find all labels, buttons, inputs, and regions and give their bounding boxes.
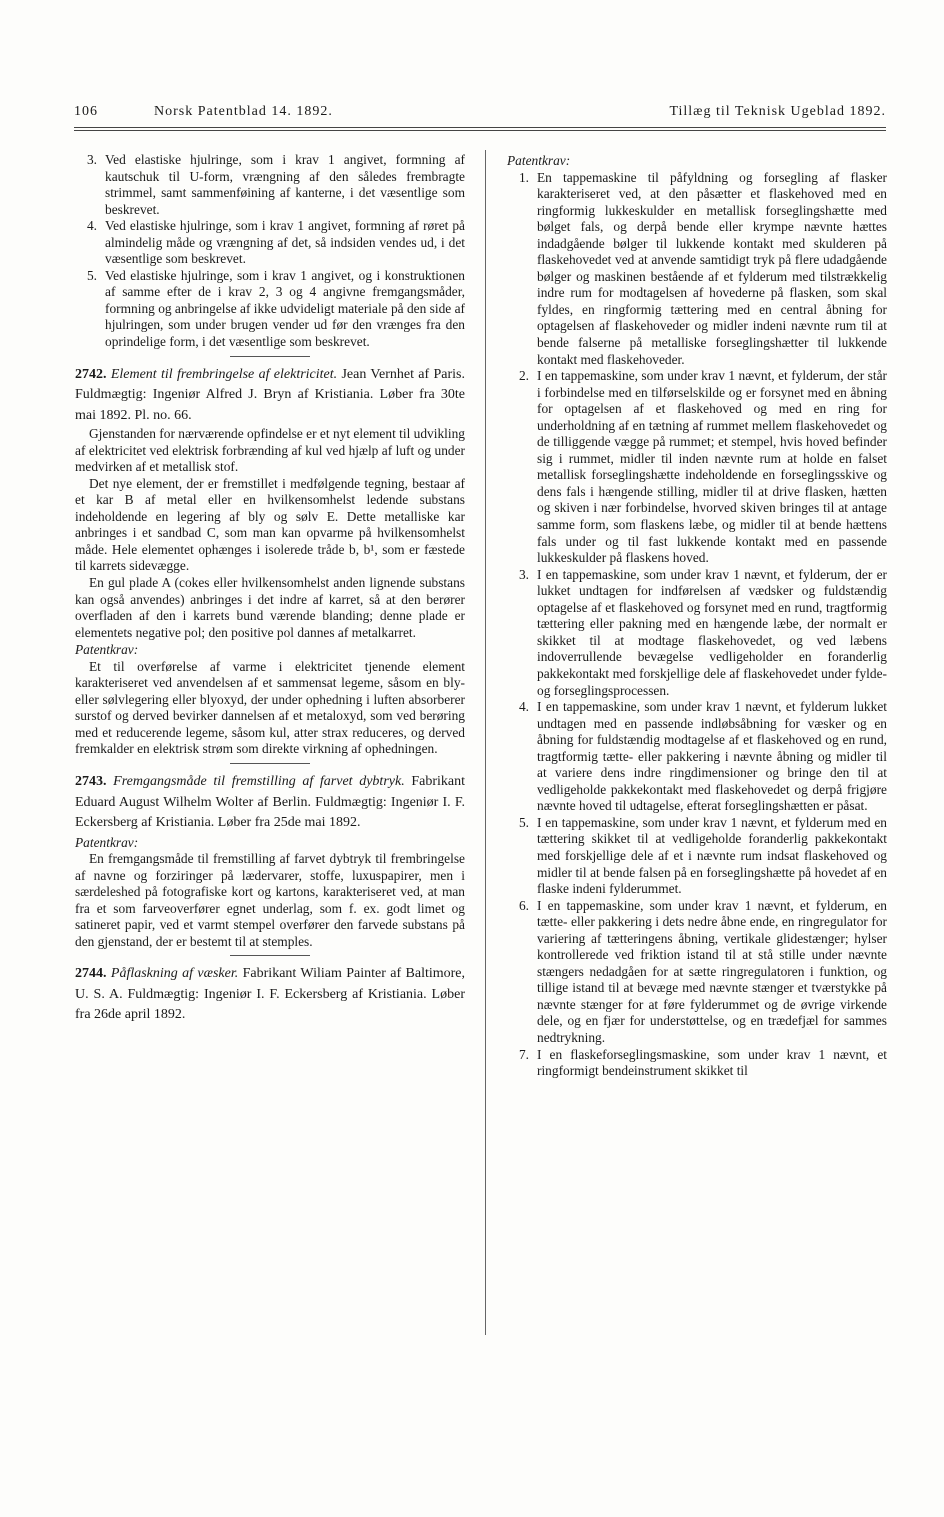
header-rule	[74, 127, 886, 128]
claim-text: Ved elastiske hjulringe, som i krav 1 angivet, formning af røret på almindelig måde og vrængning af det, så indsiden vendes ud, i det væsentlige som beskrevet.	[105, 218, 465, 267]
patent-entry-2742-heading	[75, 365, 465, 427]
patent-entry-2743-heading	[75, 772, 465, 834]
patent-number: 2742.	[75, 366, 107, 382]
claim-item	[75, 152, 465, 218]
claim-item	[507, 898, 887, 1047]
section-separator	[230, 763, 310, 764]
claim-item	[75, 268, 465, 351]
page-header	[74, 104, 886, 126]
patent-title: Fremgangsmåde til fremstilling af farvet dybtryk.	[113, 774, 405, 789]
body-paragraph: Gjenstanden for nærværende opfindelse er et nyt element til udvikling af elektricitet ved elektrisk forbrænding af kul ved hjælp af luft og under medvirken af et metallisk stof.	[75, 426, 465, 475]
right-column	[507, 152, 887, 1080]
claim-number: 3.	[518, 566, 529, 582]
claim-item	[75, 218, 465, 268]
patent-byline: Fabrikant Eduard August Wilhelm Wolter af Berlin. Fuldmægtig: Ingeniør I. F. Eckersberg af Kristiania. Løber fra 25de mai 1892.	[75, 774, 466, 830]
claim-item	[507, 567, 887, 699]
claim-text: I en tappemaskine, som under krav 1 nævnt, et fylderum med en tættering skikket til at vedligeholde foranderlig pakkekontakt med forskjellige dele af et i nævnte rum indsat flaskehoved og midler til at bende falsen på en forseglingshætte på hovedet af en flaske indeni fylderummet.	[537, 814, 887, 897]
claim-text: Ved elastiske hjulringe, som i krav 1 angivet, formning af kautschuk til U-form, vrængning af den således frembragte strimmel, samt sammenføining af kanterne, i det væsentlige som beskrevet.	[105, 152, 465, 217]
claim-number: 2.	[518, 368, 529, 384]
patent-entry-2744-heading	[75, 964, 465, 1026]
left-column	[75, 152, 465, 1026]
claim-number: 4.	[518, 699, 529, 715]
claim-number: 5.	[86, 267, 97, 283]
left-running-title: Norsk Patentblad 14. 1892.	[154, 104, 333, 119]
claim-item	[507, 170, 887, 369]
body-paragraph: En gul plade A (cokes eller hvilkensomhelst anden lignende substans kan også anvendes) anbringes i det indre af karret, så at den berører overfladen af den i karrets bund værende blanding; denne plade er elementets negative pol; den positive pol dannes af metalkarret.	[75, 574, 465, 640]
claim-text: I en tappemaskine, som under krav 1 nævnt, et fylderum, der står i forbindelse med en tilførselskilde og er forsynet med en åbning for optagelsen af et flaskehoved og med en ring for underholdning af en tætning af rummet mellem flaskehovedet og de tilliggende vægge på rummet; et stempel, hvis hoved befinder sig i rummet, midler til inden nævnte rum at holde en falset metallisk forseglingshætte indeholdende en forseglingsskive og dens fals i hængende stilling, midler til at drive flasken, hætten og skiven i nær forbindelse, hvorved skiven bringes til at antage samme form, som flaskens læbe, og midler til at bende hættens fals under og til fast lukkende kontakt med en passende lukkeskulder på flaskens hoved.	[537, 368, 887, 566]
body-paragraph: Det nye element, der er fremstillet i medfølgende tegning, bestaar af et kar B af metal eller en hvilkensomhelst ledende substans indeholdende en legering af bly og sølv E. Dette metalliske kar anbringes i et sandbad C, som man kan opvarme på hvilkensomhelst måde. Hele elementet ophænges i isolerede tråde b, b¹, som er fæstede til karrets sidevægge.	[75, 475, 465, 574]
claim-text: I en tappemaskine, som under krav 1 nævnt, et fylderum, der er lukket undtagen for indførelsen af vædsker og fuldstændig optagelse af et flaskehoved og forsynet med en rund, tragtformig tættering eller pakning med en hængende læbe, der normalt er skikket til at modtage flaskehovedet, og ved læbens indoverrullende bevægelse vedligeholder en foranderlig pakkekontakt med forskjellige dele af flaskehovedet under fylde- og forseglingsprocessen.	[537, 566, 887, 698]
patent-claim: En fremgangsmåde til fremstilling af farvet dybtryk til frembringelse af navne og forziringer på lædervarer, stoffe, luxuspapirer, men i særdeleshed på fotografiske kort og kartons, karakteriseret ved, at man fra et som farveoverfører egnet underlag, som f. ex. godt limet og satineret papir, ved et varmt stempel overfører den farvede substans på den gjenstand, der er bestemt til at stemples.	[75, 851, 465, 949]
patent-byline: Fabrikant Wiliam Painter af Baltimore, U. S. A. Fuldmægtig: Ingeniør I. F. Eckersberg af Kristiania. Løber fra 26de april 1892.	[75, 966, 466, 1023]
section-separator	[230, 356, 310, 357]
page-number: 106	[74, 104, 98, 119]
claim-item	[507, 368, 887, 567]
claim-number: 4.	[86, 218, 97, 234]
claim-item	[507, 1047, 887, 1080]
patent-title: Påflaskning af væsker.	[110, 966, 239, 982]
claim-number: 1.	[518, 169, 529, 185]
claim-number: 7.	[518, 1046, 529, 1062]
claim-item	[507, 815, 887, 898]
claim-text: I en tappemaskine, som under krav 1 nævnt, et fylderum lukket undtagen med en passende indløbsåbning for væsker og en åbning for fuldstændig modtagelse af et flaskehoved og en rund, tragtformig tætte- eller pakkering i nævnte åbning og midler til at variere dens indre ringdimensioner og bringe den til at vedligeholde pakkekontakt med flaskehovedet og derpå frigjøre nævnte hoved til udtagelse, efterat forseglingshætten er påsat.	[537, 699, 887, 814]
claim-text: En tappemaskine til påfyldning og forsegling af flasker karakteriseret ved, at den påsætter et flaskehoved med en ringformig lukkeskulder en metallisk forseglingshætte med bølget fals, og derpå bende eller krympe nævnte hættes indadgående bølger til lukkende kontakt med skulderen på flaskehovedet ved at anvende samtidigt tryk på flere udadgående bølger og maskinen bestående af et fylderum med tilstrækkelig indre rum for modtagelsen af hovederne på flasken, som skal fyldes, en ringformig tættering med en central åbning for optagelsen af flaskehoveder og midler indeni nævnte rum til at bende falserne på metalliske forseglingshætter til lukkende kontakt med flaskehoveder.	[537, 169, 887, 367]
claim-item	[507, 699, 887, 815]
patent-number: 2744.	[75, 966, 107, 982]
column-divider	[485, 150, 486, 1335]
section-separator	[230, 955, 310, 956]
patentkrav-label: Patentkrav:	[75, 834, 139, 850]
claim-text: I en flaskeforseglingsmaskine, som under krav 1 nævnt, et ringformigt bendeinstrument skikket til	[537, 1046, 887, 1079]
patentkrav-label: Patentkrav:	[75, 642, 139, 658]
patent-claim: Et til overførelse af varme i elektricitet tjenende element karakteriseret ved anvendelsen af et sammensat legeme, såsom en bly- eller sølvlegering eller blyoxyd, der under ophedning i luften absorberer surstof og derved bevirker dannelsen af et metaloxyd, som ved berøring med et reducerende legeme, såsom kul, atter strax reduceres, og derved fremkalder en elektrisk strøm som direkte virkning af ophedningen.	[75, 658, 465, 757]
header-rule-double	[74, 130, 886, 131]
claim-text: Ved elastiske hjulringe, som i krav 1 angivet, og i konstruktionen af samme efter de i krav 2, 3 og 4 angivne fremgangsmåder, formning og anbringelse af ikke udvideligt materiale på den side af hjulringen, som under brugen vender ud før den vrænges fra den oprindelige form, i det væsentlige som beskrevet.	[105, 267, 465, 350]
claim-text: I en tappemaskine, som under krav 1 nævnt, et fylderum, en tætte- eller pakkering i dets nedre åbne ende, en ringregulator for variering af tætteringens åbning, vertikale glidestænger; hylser kontrollerede ved friktion istand til at stå stille under nævnte stængers nedadgåen for at sætte ringregulatoren i funktion, og tillige istand til at bevæge med nævnte stænger et tværstykke på nævnte stænger for at føre fylderummet og de øvrige virkende dele, og en fjær for understøttelse, og en trædefjæl for sammes nedtrykning.	[537, 897, 887, 1045]
claim-number: 6.	[518, 897, 529, 913]
claim-number: 5.	[518, 814, 529, 830]
patent-byline: Jean Vernhet af Paris. Fuldmægtig: Ingeniør Alfred J. Bryn af Kristiania. Løber fra 30te mai 1892. Pl. no. 66.	[75, 366, 465, 423]
patent-title: Element til frembringelse af elektricitet.	[110, 366, 338, 382]
patent-number: 2743.	[75, 774, 107, 789]
right-running-title: Tillæg til Teknisk Ugeblad 1892.	[669, 104, 886, 119]
claim-number: 3.	[86, 152, 97, 167]
patentkrav-label: Patentkrav:	[507, 153, 571, 168]
